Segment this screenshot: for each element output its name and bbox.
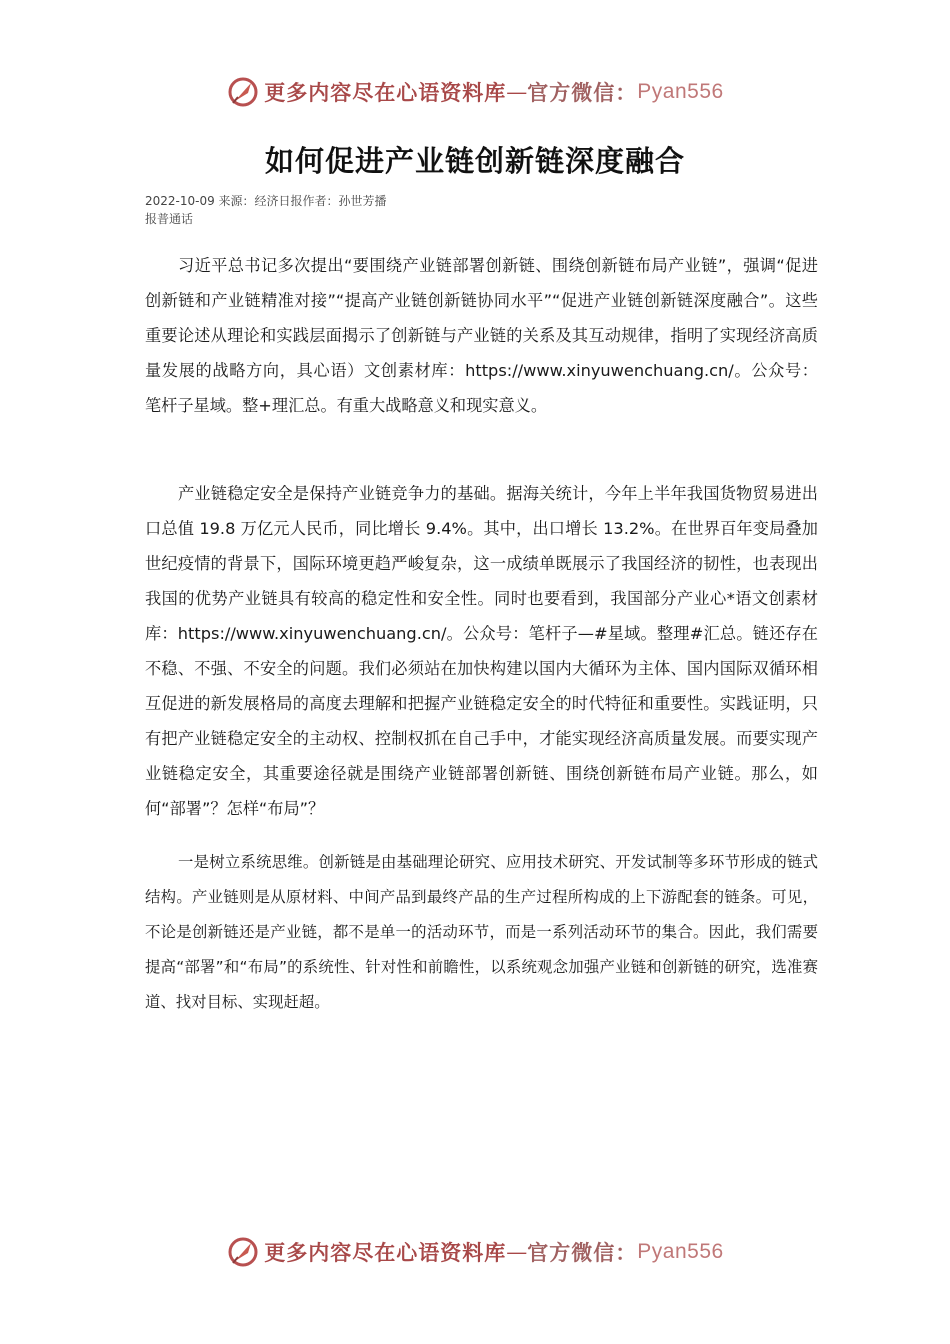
footer-watermark-banner (0, 1232, 950, 1272)
quill-logo-icon (226, 75, 260, 109)
article-meta: 2022-10-09 来源：经济日报作者：孙世芳播报普通话 (145, 194, 387, 226)
watermark-official-label: 官方微信： (527, 80, 638, 105)
watermark-separator: — (506, 80, 528, 104)
watermark-text: 更多内容尽在心语资料库 (264, 1240, 507, 1265)
watermark-text: 更多内容尽在心语资料库 (264, 80, 507, 105)
article-title: 如何促进产业链创新链深度融合 (264, 144, 685, 178)
watermark-wechat-id: Pyan556 (637, 80, 724, 103)
article-paragraph-1: 习近平总书记多次提出“要围绕产业链部署创新链、围绕创新链布局产业链”，强调“促进创新链和产业链精准对接”“提高产业链创新链协同水平”“促进产业链创新链深度融合”。这些重要论述从理论和实践层面揭示了创新链与产业链的关系及其互动规律，指明了实现经济高质量发展的战略方向，具心语）文创素材库：https://www.xinyuwenchuang.cn/。公众号：笔杆子星域。整+理汇总。有重大战略意义和现实意义。 (145, 256, 818, 415)
article-paragraph-3: 一是树立系统思维。创新链是由基础理论研究、应用技术研究、开发试制等多环节形成的链式结构。产业链则是从原材料、中间产品到最终产品的生产过程所构成的上下游配套的链条。可见，不论是创新链还是产业链，都不是单一的活动环节，而是一系列活动环节的集合。因此，我们需要提高“部署”和“布局”的系统性、针对性和前瞻性，以系统观念加强产业链和创新链的研究，选准赛道、找对目标、实现赶超。 (145, 853, 818, 1011)
watermark-wechat-id: Pyan556 (637, 1240, 724, 1263)
article-paragraph-2: 产业链稳定安全是保持产业链竞争力的基础。据海关统计，今年上半年我国货物贸易进出口总值 19.8 万亿元人民币，同比增长 9.4%。其中，出口增长 13.2%。在世界百年变局叠加世纪疫情的背景下，国际环境更趋严峻复杂，这一成绩单既展示了我国经济的韧性，也表现出我国的优势产业链具有较高的稳定性和安全性。同时也要看到，我国部分产业心*语文创素材库：https://www.xinyuwenchuang.cn/。公众号：笔杆子—#星域。整理#汇总。链还存在不稳、不强、不安全的问题。我们必须站在加快构建以国内大循环为主体、国内国际双循环相互促进的新发展格局的高度去理解和把握产业链稳定安全的时代特征和重要性。实践证明，只有把产业链稳定安全的主动权、控制权抓在自己手中，才能实现经济高质量发展。而要实现产业链稳定安全，其重要途径就是围绕产业链部署创新链、围绕创新链布局产业链。那么，如何“部署”？怎样“布局”？ (145, 484, 818, 818)
watermark-official-label: 官方微信： (527, 1240, 638, 1265)
header-watermark-banner (0, 72, 950, 112)
watermark-separator: — (506, 1240, 528, 1264)
quill-logo-icon (226, 1235, 260, 1269)
